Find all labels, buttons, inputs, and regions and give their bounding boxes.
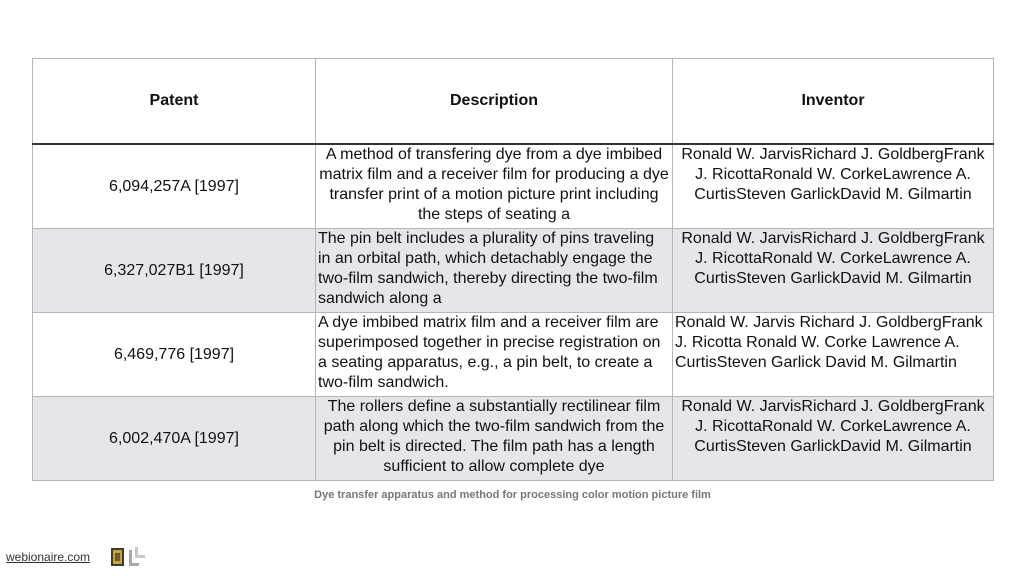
inventor-cell xyxy=(673,229,994,313)
patent-table xyxy=(32,58,994,481)
description-cell xyxy=(316,397,673,481)
description-text: A method of transfering dye from a dye imbibed matrix film and a receiver film for producing a dye transfer print of a motion picture print including the steps of seating a xyxy=(319,146,669,223)
inventor-cell xyxy=(673,144,994,229)
description-cell xyxy=(316,229,673,313)
table-row xyxy=(33,144,994,229)
patent-number-cell: 6,469,776 [1997] xyxy=(33,313,316,397)
patent-number-cell: 6,327,027B1 [1997] xyxy=(33,229,316,313)
webionaire-logo-icon xyxy=(111,546,149,568)
description-text: A dye imbibed matrix film and a receiver film are superimposed together in precise registration on a seating apparatus, e.g., a pin belt, to create a two-film sandwich. xyxy=(318,314,661,391)
table-row xyxy=(33,229,994,313)
table-row xyxy=(33,397,994,481)
webionaire-link[interactable]: webionaire.com xyxy=(6,550,91,564)
patent-number-cell: 6,002,470A [1997] xyxy=(33,397,316,481)
inventor-text: Ronald W. Jarvis Richard J. GoldbergFrank J. Ricotta Ronald W. Corke Lawrence A. CurtisSteven Garlick David M. Gilmartin xyxy=(675,314,983,371)
column-header-description: Description xyxy=(316,59,673,145)
table-row xyxy=(33,313,994,397)
patent-number-cell: 6,094,257A [1997] xyxy=(33,144,316,229)
column-header-inventor: Inventor xyxy=(673,59,994,145)
description-cell xyxy=(316,144,673,229)
description-cell xyxy=(316,313,673,397)
column-header-patent: Patent xyxy=(33,59,316,145)
inventor-text: Ronald W. JarvisRichard J. GoldbergFrank J. RicottaRonald W. CorkeLawrence A. CurtisSteven GarlickDavid M. Gilmartin xyxy=(681,146,985,203)
table-caption: Dye transfer apparatus and method for processing color motion picture film xyxy=(314,489,711,501)
inventor-cell xyxy=(673,397,994,481)
inventor-cell xyxy=(673,313,994,397)
description-text: The pin belt includes a plurality of pins traveling in an orbital path, which detachably engage the two-film sandwich, thereby directing the two-film sandwich along a xyxy=(318,230,658,307)
description-text: The rollers define a substantially rectilinear film path along which the two-film sandwich from the pin belt is directed. The film path has a length sufficient to allow complete dye xyxy=(323,398,665,475)
inventor-text: Ronald W. JarvisRichard J. GoldbergFrank J. RicottaRonald W. CorkeLawrence A. CurtisSteven GarlickDavid M. Gilmartin xyxy=(681,230,985,287)
inventor-text: Ronald W. JarvisRichard J. GoldbergFrank J. RicottaRonald W. CorkeLawrence A. CurtisSteven GarlickDavid M. Gilmartin xyxy=(681,398,985,455)
table-header-row xyxy=(33,59,994,145)
